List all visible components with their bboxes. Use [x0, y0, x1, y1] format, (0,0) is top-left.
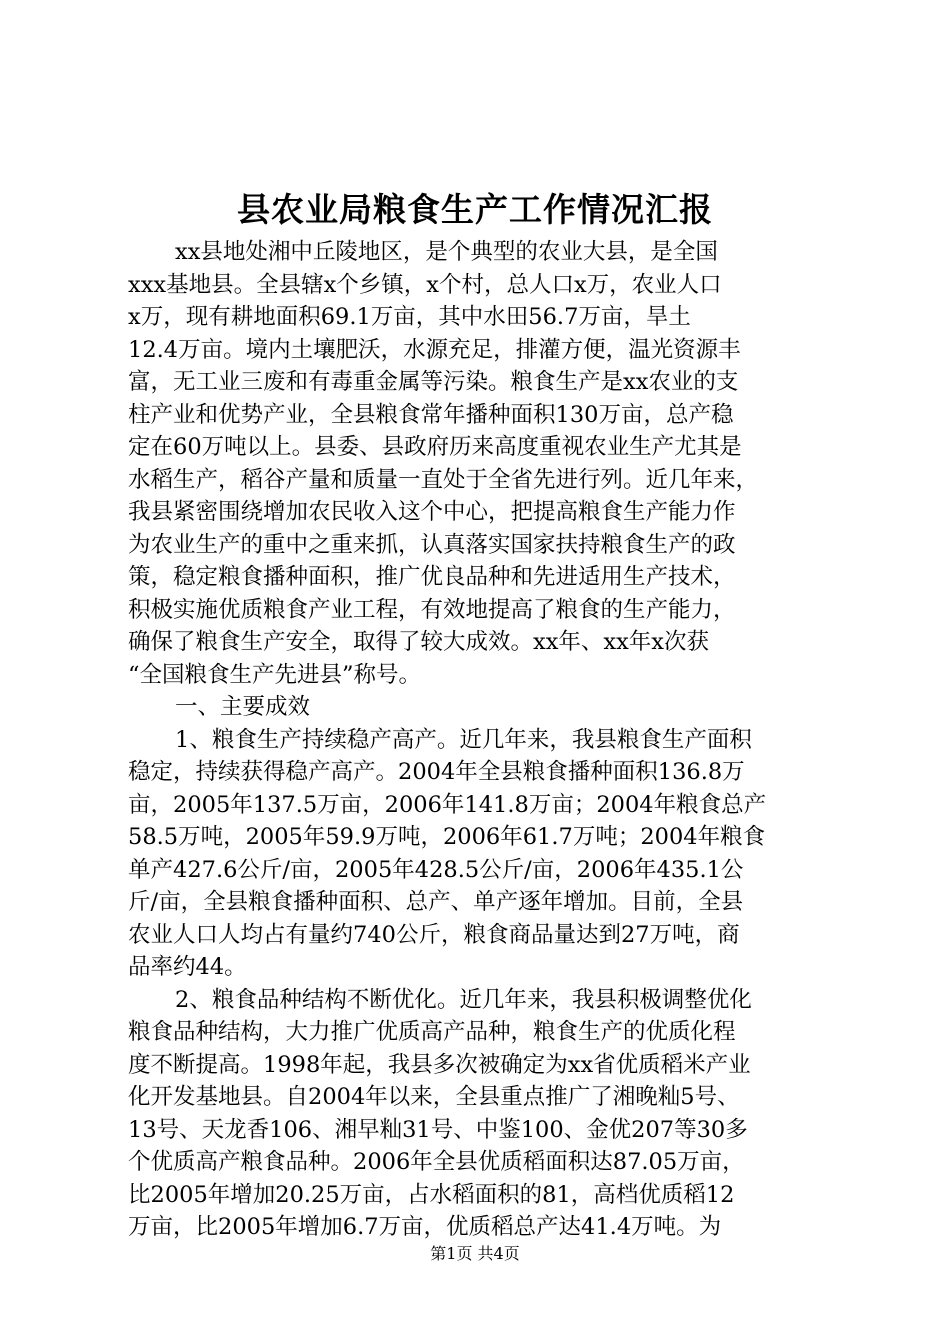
- paragraph-line: 58.5万吨，2005年59.9万吨，2006年61.7万吨；2004年粮食: [128, 824, 766, 850]
- paragraph-line: 13号、天龙香106、湘早籼31号、中鉴100、金优207等30多: [128, 1116, 748, 1143]
- paragraph-line: 亩，2005年137.5万亩，2006年141.8万亩；2004年粮食总产: [128, 791, 767, 818]
- paragraph-line: 定在60万吨以上。县委、县政府历来高度重视农业生产尤其是: [128, 434, 742, 460]
- paragraph-line: 富，无工业三废和有毒重金属等污染。粮食生产是xx农业的支: [128, 369, 739, 395]
- paragraph-line: xxx基地县。全县辖x个乡镇，x个村，总人口x万，农业人口: [128, 271, 722, 298]
- paragraph-line: 比2005年增加20.25万亩，占水稻面积的81，高档优质稻12: [128, 1181, 735, 1208]
- paragraph-line: 策，稳定粮食播种面积，推广优良品种和先进适用生产技术，: [128, 564, 736, 590]
- document-title: 县农业局粮食生产工作情况汇报: [237, 190, 713, 229]
- paragraph-line: 为农业生产的重中之重来抓，认真落实国家扶持粮食生产的政: [128, 531, 736, 558]
- paragraph-line: 确保了粮食生产安全，取得了较大成效。xx年、xx年x次获: [128, 629, 709, 655]
- paragraph-line: 斤/亩，全县粮食播种面积、总产、单产逐年增加。目前，全县: [128, 889, 744, 915]
- document-body: [128, 236, 828, 1244]
- paragraph-line: 12.4万亩。境内土壤肥沃，水源充足，排灌方便，温光资源丰: [128, 336, 741, 363]
- section-heading: 一、主要成效: [175, 694, 311, 720]
- paragraph-line: 农业人口人均占有量约740公斤，粮食商品量达到27万吨，商: [128, 921, 740, 948]
- paragraph-line: 柱产业和优势产业，全县粮食常年播种面积130万亩，总产稳: [128, 401, 734, 428]
- paragraph-line: 个优质高产粮食品种。2006年全县优质稻面积达87.05万亩，: [128, 1149, 745, 1175]
- paragraph-line: 稳定，持续获得稳产高产。2004年全县粮食播种面积136.8万: [128, 759, 745, 785]
- paragraph-line: 积极实施优质粮食产业工程，有效地提高了粮食的生产能力，: [128, 596, 736, 623]
- paragraph-line: 化开发基地县。自2004年以来，全县重点推广了湘晚籼5号、: [128, 1084, 740, 1110]
- paragraph-line: 2、粮食品种结构不断优化。近几年来，我县积极调整优化: [175, 986, 752, 1013]
- paragraph-line: 度不断提高。1998年起，我县多次被确定为xx省优质稻米产业: [128, 1051, 751, 1078]
- paragraph-line: “全国粮食生产先进县”称号。: [128, 661, 422, 688]
- paragraph-line: 万亩，比2005年增加6.7万亩，优质稻总产达41.4万吨。为: [128, 1214, 722, 1240]
- paragraph-line: 水稻生产，稻谷产量和质量一直处于全省先进行列。近几年来，: [128, 466, 759, 493]
- paragraph-line: 品率约44。: [128, 954, 247, 980]
- page-number: 第1页 共4页: [430, 1244, 520, 1263]
- paragraph-line: x万，现有耕地面积69.1万亩，其中水田56.7万亩，旱土: [128, 304, 691, 330]
- paragraph-line: xx县地处湘中丘陵地区，是个典型的农业大县，是全国: [175, 239, 718, 265]
- paragraph-line: 1、粮食生产持续稳产高产。近几年来，我县粮食生产面积: [175, 726, 752, 753]
- paragraph-line: 我县紧密围绕增加农民收入这个中心，把提高粮食生产能力作: [128, 499, 736, 525]
- paragraph-line: 单产427.6公斤/亩，2005年428.5公斤/亩，2006年435.1公: [128, 856, 744, 883]
- paragraph-line: 粮食品种结构，大力推广优质高产品种，粮食生产的优质化程: [128, 1019, 736, 1045]
